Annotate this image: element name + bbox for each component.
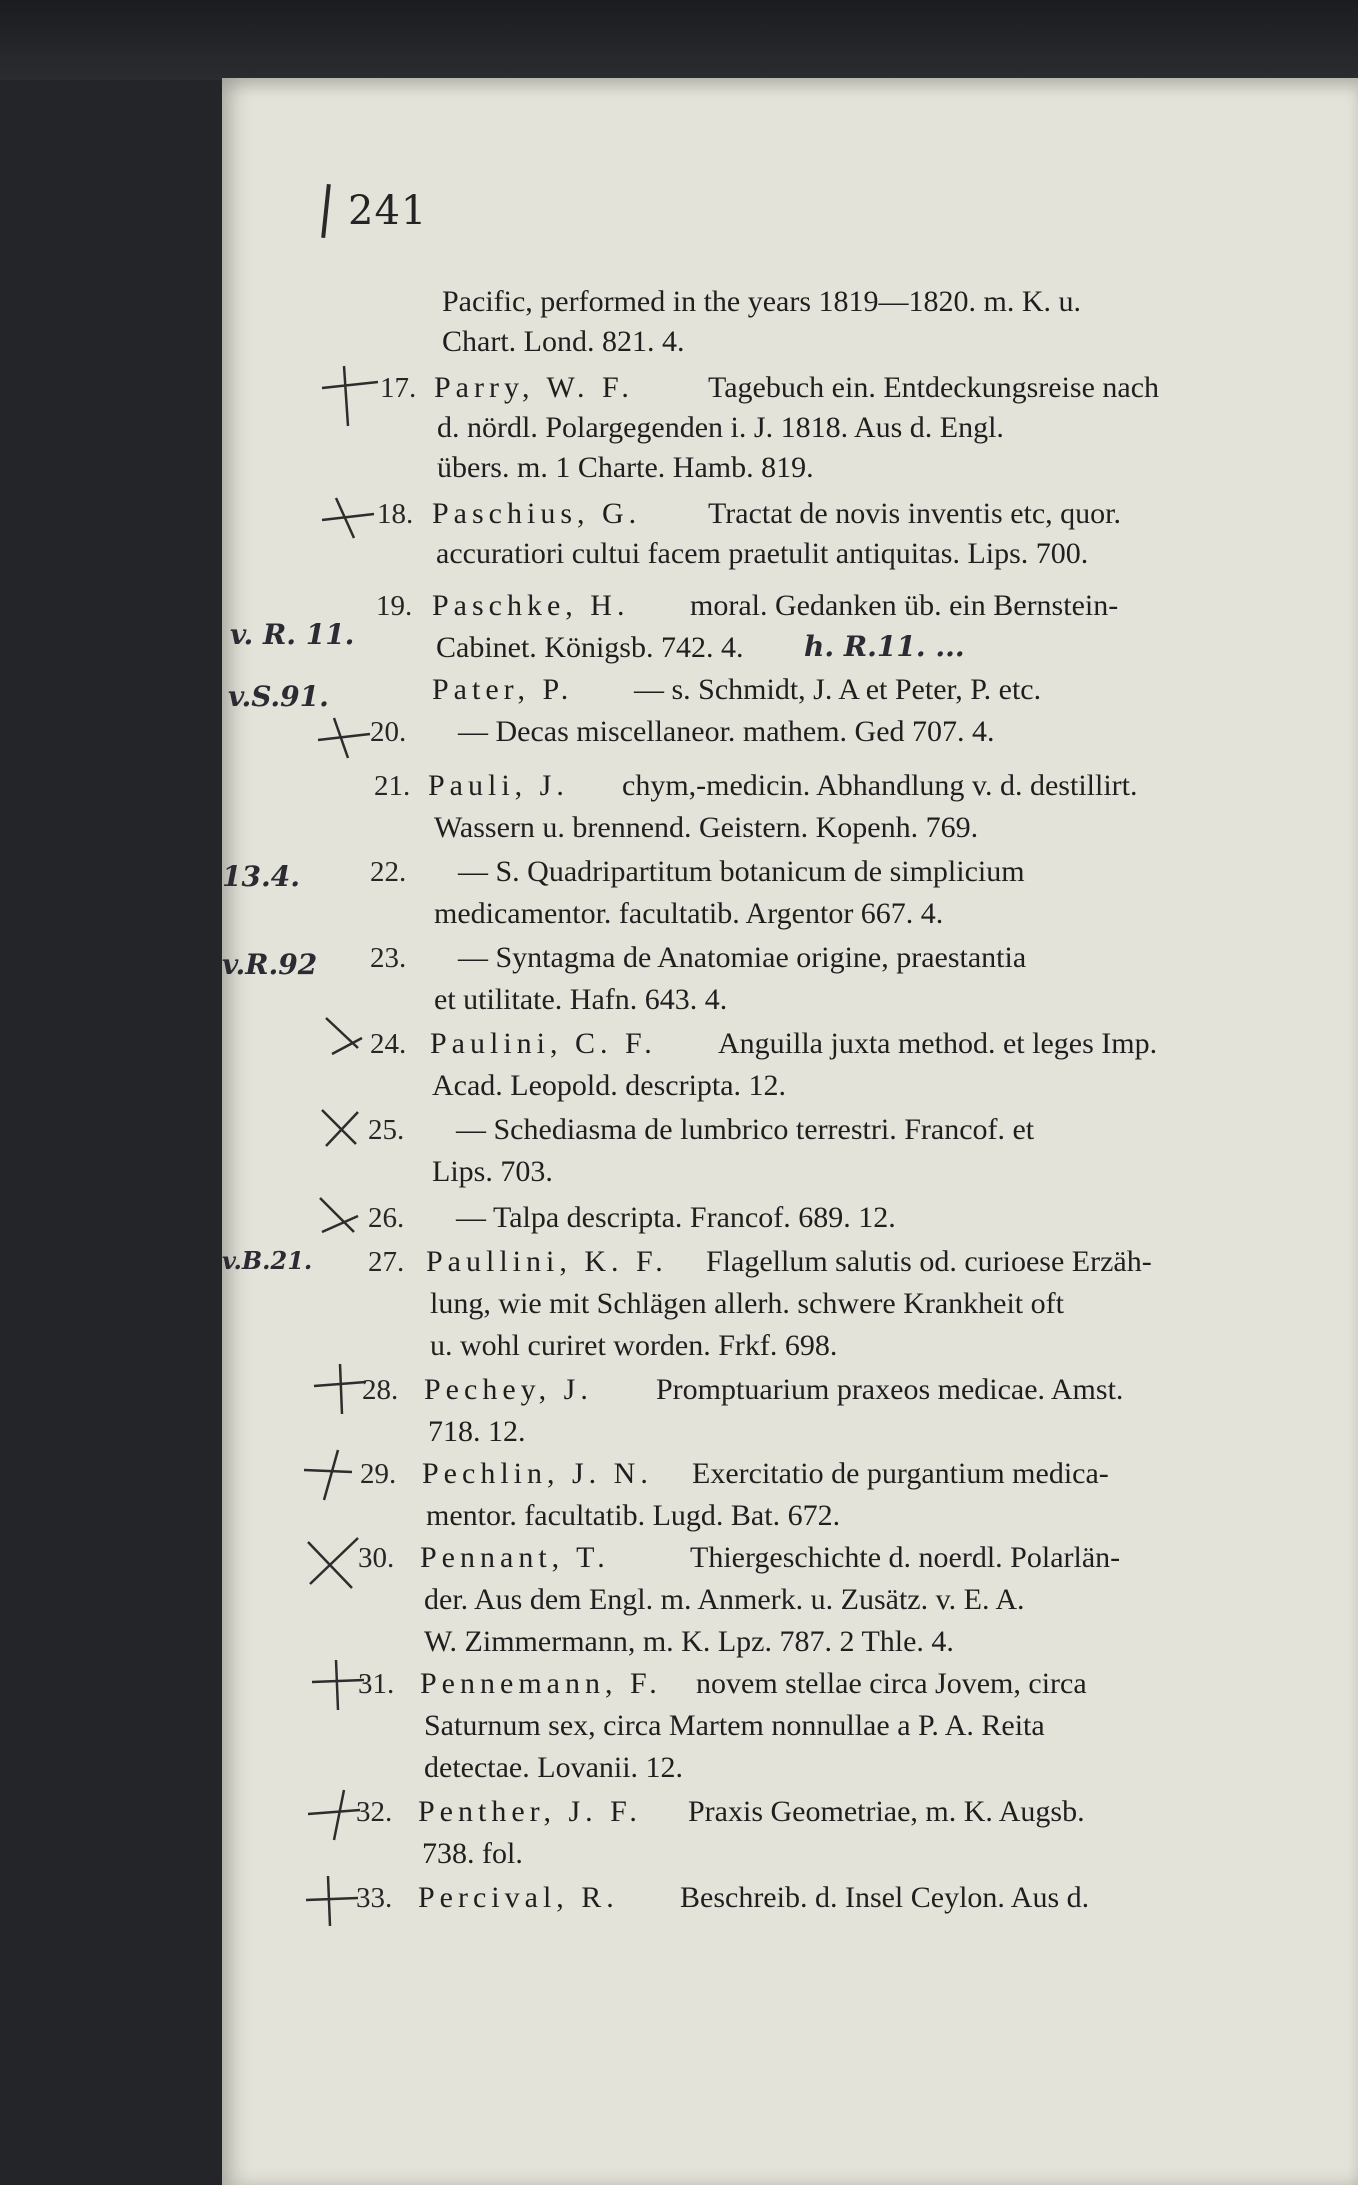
pencil-cross-mark [308, 1654, 368, 1714]
handwritten-note: 13.4. [222, 860, 300, 893]
entry-line: — Syntagma de Anatomiae origine, praestantia [458, 941, 1027, 974]
entry-author: Pechlin, J. N. [422, 1457, 653, 1490]
entry-line: Tractat de novis inventis etc, quor. [708, 497, 1121, 530]
entry-number: 19. [376, 590, 413, 622]
entry-line: Exercitatio de purgantium medica- [692, 1457, 1109, 1490]
pencil-cross-mark [314, 704, 374, 764]
entry-line: Saturnum sex, circa Martem nonnullae a P. A. Reita [424, 1709, 1045, 1742]
entry-line: mentor. facultatib. Lugd. Bat. 672. [426, 1499, 841, 1532]
entry-number: 29. [360, 1458, 397, 1490]
pencil-cross-mark [302, 1870, 362, 1930]
entry-line: — Talpa descripta. Francof. 689. 12. [456, 1201, 896, 1234]
entry-line: der. Aus dem Engl. m. Anmerk. u. Zusätz. v. E. A. [424, 1583, 1025, 1616]
entry-line: Chart. Lond. 821. 4. [442, 325, 685, 358]
entry-number: 32. [356, 1796, 393, 1828]
entry-number: 22. [370, 856, 407, 888]
pencil-cross-mark [310, 1358, 370, 1418]
entry-number: 33. [356, 1882, 393, 1914]
entry-line: 718. 12. [428, 1415, 526, 1448]
entry-author: Paullini, K. F. [426, 1245, 668, 1278]
entry-author: Penther, J. F. [418, 1795, 642, 1828]
entry-line: übers. m. 1 Charte. Hamb. 819. [437, 451, 814, 484]
entry-number: 24. [370, 1028, 407, 1060]
entry-line: chym,-medicin. Abhandlung v. d. destillirt. [622, 769, 1138, 802]
pencil-cross-mark [314, 360, 384, 430]
entry-line: — s. Schmidt, J. A et Peter, P. etc. [634, 673, 1042, 706]
pencil-cross-mark [298, 1444, 358, 1504]
book-page [222, 78, 1358, 2185]
entry-number: 21. [374, 770, 411, 802]
entry-line: Lips. 703. [432, 1155, 553, 1188]
entry-line: Flagellum salutis od. curioese Erzäh- [706, 1245, 1152, 1278]
entry-number: 25. [368, 1114, 405, 1146]
entry-line: 738. fol. [422, 1837, 523, 1870]
handwritten-note: v.S.91. [228, 680, 329, 713]
entry-line: lung, wie mit Schlägen allerh. schwere Krankheit oft [430, 1287, 1064, 1320]
entry-author: Pauli, J. [428, 769, 569, 802]
pencil-cross-mark [318, 1008, 378, 1068]
entry-line: u. wohl curiret worden. Frkf. 698. [430, 1329, 838, 1362]
entry-line: — Decas miscellaneor. mathem. Ged 707. 4. [458, 715, 995, 748]
entry-author: Paschius, G. [432, 497, 642, 530]
entry-line: Tagebuch ein. Entdeckungsreise nach [708, 371, 1160, 404]
entry-number: 26. [368, 1202, 405, 1234]
handwritten-note: h. R.11. ... [804, 630, 965, 663]
page-number: 241 [348, 188, 428, 234]
entry-line: d. nördl. Polargegenden i. J. 1818. Aus d. Engl. [437, 411, 1004, 444]
entry-number: 27. [368, 1246, 405, 1278]
entry-line: novem stellae circa Jovem, circa [696, 1667, 1087, 1700]
entry-number: 30. [358, 1542, 395, 1574]
handwritten-note: v.B.21. [222, 1246, 313, 1275]
pencil-cross-mark [318, 488, 378, 548]
entry-number: 20. [370, 716, 407, 748]
entry-author: Paschke, H. [432, 589, 630, 622]
entry-line: W. Zimmermann, m. K. Lpz. 787. 2 Thle. 4. [424, 1625, 954, 1658]
entry-author: Pennemann, F. [420, 1667, 662, 1700]
entry-number: 31. [358, 1668, 395, 1700]
pencil-cross-mark [298, 1528, 368, 1598]
entry-line: Pacific, performed in the years 1819—1820. m. K. u. [442, 285, 1082, 318]
entry-line: Praxis Geometriae, m. K. Augsb. [688, 1795, 1085, 1828]
entry-number: 28. [362, 1374, 399, 1406]
catalog-entries [222, 78, 1358, 2185]
entry-line: — S. Quadripartitum botanicum de simplicium [458, 855, 1025, 888]
entry-line: Promptuarium praxeos medicae. Amst. [656, 1373, 1124, 1406]
entry-line: Anguilla juxta method. et leges Imp. [718, 1027, 1158, 1060]
entry-line: — Schediasma de lumbrico terrestri. Francof. et [456, 1113, 1035, 1146]
entry-line: et utilitate. Hafn. 643. 4. [434, 983, 728, 1016]
pencil-cross-mark [310, 1188, 370, 1248]
entry-line: Wassern u. brennend. Geistern. Kopenh. 769. [434, 811, 979, 844]
entry-author: Pater, P. [432, 673, 574, 706]
entry-author: Pennant, T. [420, 1541, 610, 1574]
entry-author: Percival, R. [418, 1881, 619, 1914]
entry-author: Pechey, J. [424, 1373, 593, 1406]
entry-number: 17. [380, 372, 417, 404]
entry-number: 18. [377, 498, 414, 530]
scan-background [0, 0, 1358, 80]
pencil-cross-mark [312, 1098, 372, 1158]
entry-line: medicamentor. facultatib. Argentor 667. 4. [434, 897, 944, 930]
entry-line: Cabinet. Königsb. 742. 4. [436, 631, 744, 664]
handwritten-note: v. R. 11. [230, 618, 355, 651]
entry-author: Parry, W. F. [434, 371, 634, 404]
entry-author: Paulini, C. F. [430, 1027, 657, 1060]
entry-number: 23. [370, 942, 407, 974]
handwritten-note: v.R.92 [222, 948, 318, 981]
entry-line: moral. Gedanken üb. ein Bernstein- [690, 589, 1119, 622]
entry-line: Beschreib. d. Insel Ceylon. Aus d. [680, 1881, 1090, 1914]
entry-line: Acad. Leopold. descripta. 12. [432, 1069, 787, 1102]
pencil-cross-mark [304, 1784, 364, 1844]
entry-line: Thiergeschichte d. noerdl. Polarlän- [690, 1541, 1121, 1574]
entry-line: accuratiori cultui facem praetulit antiquitas. Lips. 700. [436, 537, 1089, 570]
entry-line: detectae. Lovanii. 12. [424, 1751, 684, 1784]
